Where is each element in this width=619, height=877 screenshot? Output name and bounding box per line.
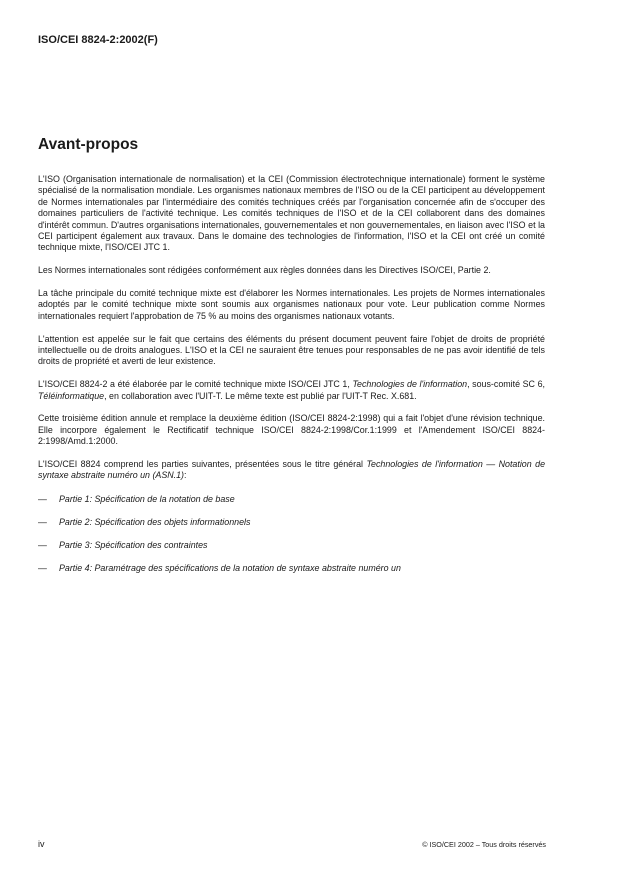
text-segment: : [184,470,187,481]
paragraph-main-task: La tâche principale du comité technique mixte est d'élaborer les Normes internationales. Les projets de Normes internationales adoptés par le comité technique mixte sont soumis aux organismes nationaux pour vote. Leur publication comme Normes internationales requiert l'approbation de 75 % au moins des organismes nationaux votants. [38,288,545,321]
parts-list [38,494,545,574]
committee-title: Technologies de l'information [352,379,468,390]
list-item-text: Partie 3: Spécification des contraintes [59,539,208,550]
list-item [38,563,545,574]
page-number: iv [38,839,45,849]
list-item-text: Partie 1: Spécification de la notation de base [59,493,235,504]
text-segment: L'ISO/CEI 8824-2 a été élaborée par le comité technique mixte ISO/CEI JTC 1, [38,379,353,390]
text-segment: , sous-comité SC 6, [467,379,545,390]
copyright-notice: © ISO/CEI 2002 – Tous droits réservés [422,840,546,849]
paragraph-iso-cei-intro: L'ISO (Organisation internationale de normalisation) et la CEI (Commission électrotechnique internationale) forment le système spécialisé de la normalisation mondiale. Les organismes nationaux membres de l'ISO ou de la CEI participent au développement de Normes internationales par l'intermédiaire des comités techniques créés par l'organisation concernée afin de s'occuper des domaines particuliers de l'activité technique. Les comités techniques de l'ISO et de la CEI collaborent dans des domaines d'intérêt commun. D'autres organisations internationales, gouvernementales et non gouvernementales, en liaison avec l'ISO et la CEI participent également aux travaux. Dans le domaine des technologies de l'information, l'ISO et la CEI ont créé un comité technique mixte, l'ISO/CEI JTC 1. [38,174,545,253]
text-segment: , en collaboration avec l'UIT-T. Le même texte est publié par l'UIT-T Rec. X.681. [104,390,417,401]
document-reference: ISO/CEI 8824-2:2002(F) [38,34,158,46]
em-dash-bullet: — [38,539,47,550]
general-title: Technologies de l'information — Notation de syntaxe abstraite numéro un (ASN.1) [38,459,546,481]
paragraph-prepared-by [38,379,545,402]
list-item-text: Partie 4: Paramétrage des spécifications de la notation de syntaxe abstraite numéro un [59,562,401,573]
subcommittee-title: Téléinformatique [38,390,105,401]
em-dash-bullet: — [38,516,47,527]
paragraph-directives: Les Normes internationales sont rédigées conformément aux règles données dans les Directives ISO/CEI, Partie 2. [38,265,491,276]
paragraph-patent-notice: L'attention est appelée sur le fait que certains des éléments du présent document peuvent faire l'objet de droits de propriété intellectuelle ou de droits analogues. L'ISO et la CEI ne sauraient être tenues pour responsables de ne pas avoir identifié de tels droits de propriété et averti de leur existence. [38,333,545,367]
paragraph-parts-intro [38,459,545,482]
em-dash-bullet: — [38,562,47,573]
page-title: Avant-propos [38,136,139,153]
list-item [38,494,545,505]
list-item [38,540,545,551]
document-body [38,174,545,586]
em-dash-bullet: — [38,493,47,504]
list-item-text: Partie 2: Spécification des objets informationnels [59,516,251,527]
list-item [38,517,545,528]
paragraph-edition: Cette troisième édition annule et remplace la deuxième édition (ISO/CEI 8824-2:1998) qui a fait l'objet d'une révision technique. Elle incorpore également le Rectificatif technique ISO/CEI 8824-2:1998/Cor.1:1999 et l'Amendement ISO/CEI 8824-2:1998/Amd.1:2000. [38,413,545,447]
text-segment: L'ISO/CEI 8824 comprend les parties suivantes, présentées sous le titre général [38,459,367,470]
